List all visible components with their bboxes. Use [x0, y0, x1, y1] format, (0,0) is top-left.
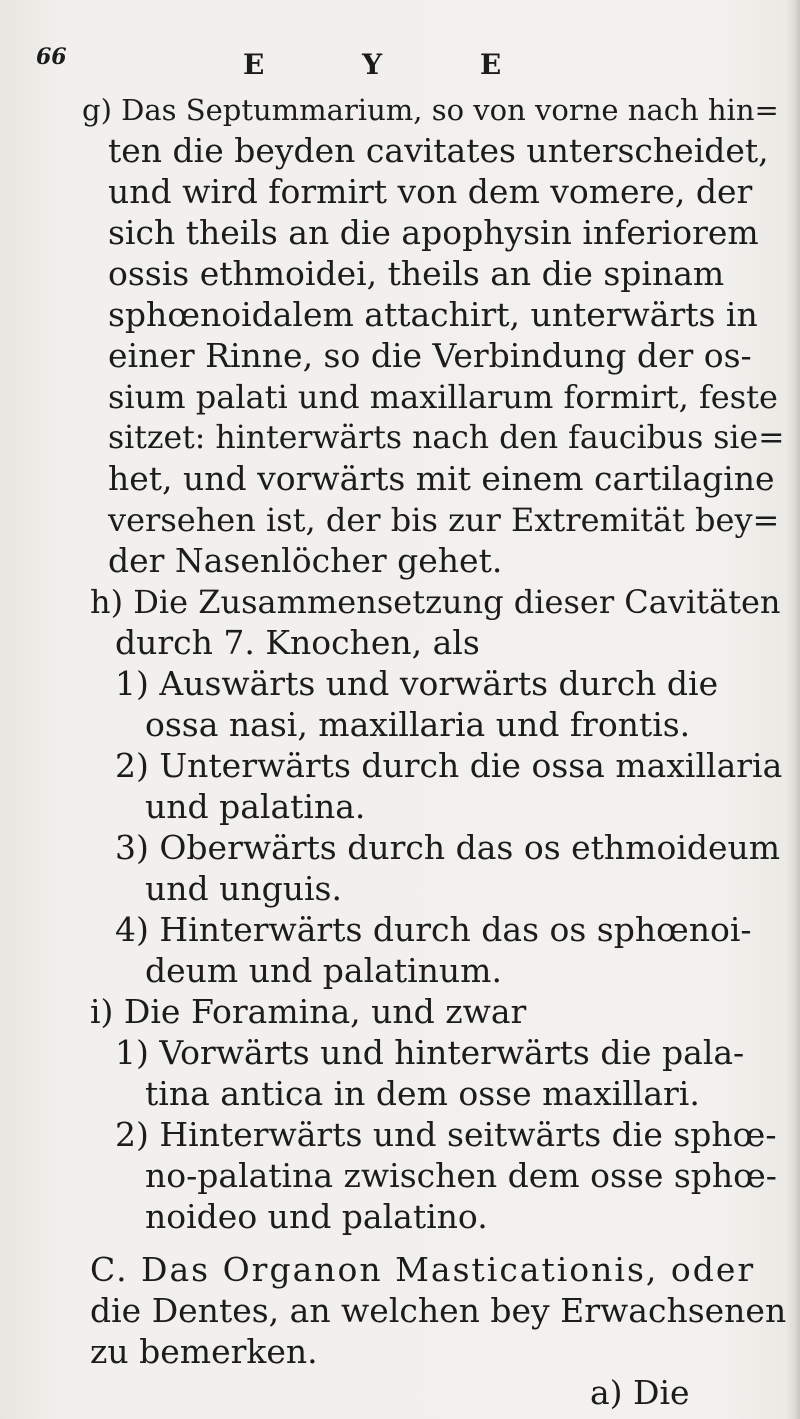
text-line: sich theils an die apophysin inferiorem [108, 213, 759, 252]
page-number: 66 [36, 44, 67, 70]
text-line: deum und palatinum. [145, 951, 502, 990]
text-line: die Dentes, an welchen bey Erwachsenen [90, 1291, 787, 1330]
page-edge-shadow [786, 0, 800, 1419]
catchword: a) Die [590, 1373, 690, 1412]
text-line: und wird formirt von dem vomere, der [108, 172, 753, 211]
text-line: 1) Auswärts und vorwärts durch die [115, 664, 719, 703]
text-line: 3) Oberwärts durch das os ethmoideum [115, 828, 781, 867]
text-line: versehen ist, der bis zur Extremität bey= [108, 501, 780, 539]
text-line: einer Rinne, so die Verbindung der os- [108, 336, 752, 375]
text-line: der Nasenlöcher gehet. [108, 541, 503, 580]
text-line: und palatina. [145, 787, 366, 826]
text-line: noideo und palatino. [145, 1197, 488, 1236]
text-line: ossis ethmoidei, theils an die spinam [108, 254, 725, 293]
text-line: 2) Unterwärts durch die ossa maxillaria [115, 746, 783, 785]
text-line: ossa nasi, maxillaria und frontis. [145, 705, 691, 744]
text-line: zu bemerken. [90, 1332, 318, 1371]
header-ornament: E Y E [243, 48, 546, 81]
text-line: 2) Hinterwärts und seitwärts die sphœ- [115, 1115, 777, 1154]
text-line: het, und vorwärts mit einem cartilagine [108, 459, 775, 498]
text-line: tina antica in dem osse maxillari. [145, 1074, 700, 1113]
text-line: und unguis. [145, 869, 342, 908]
text-line: h) Die Zusammensetzung dieser Cavitäten [90, 583, 781, 621]
text-line: sium palati und maxillarum formirt, feste [108, 378, 778, 416]
text-line: 1) Vorwärts und hinterwärts die pala- [115, 1033, 745, 1072]
section-heading: C. Das Organon Masticationis, oder [90, 1250, 756, 1289]
text-line: g) Das Septummarium, so von vorne nach hin= [82, 93, 779, 127]
text-line: i) Die Foramina, und zwar [90, 992, 527, 1031]
page-header [28, 38, 788, 90]
text-line: no-palatina zwischen dem osse sphœ- [145, 1156, 777, 1195]
text-line: durch 7. Knochen, als [115, 623, 480, 662]
text-line: sphœnoidalem attachirt, unterwärts in [108, 295, 758, 334]
text-line: 4) Hinterwärts durch das os sphœnoi- [115, 910, 752, 949]
text-line: sitzet: hinterwärts nach den faucibus sie= [108, 420, 785, 456]
text-line: ten die beyden cavitates unterscheidet, [108, 131, 769, 170]
